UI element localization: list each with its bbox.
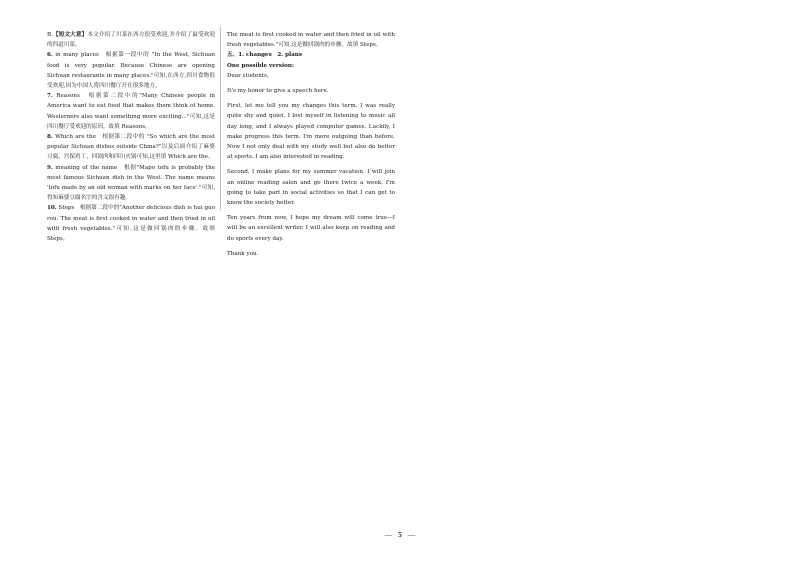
speech-paragraph-3: Second, I make plans for my summer vacation. I will join an online reading salon and go there twice a week. I'm going to take part in social activities so that I can get to know the society better. [227,169,395,207]
answer-item-7 [47,91,215,132]
item-text: Which are the 根据第二段中的 "So which are the most popular Sichuan dishes outside China?"以及后面介绍了麻婆豆腐、宫保鸡丁、回锅肉和四川火锅可知,这里填 Which are the。 [47,134,215,161]
speech-paragraph-2: First, let me tell you my changes this term. I was really quite shy and quiet. I lost myself in listening to music all day long, and I always played computer games. Luckily, I make progress this term. I'm more outgoing than before. Now I not only deal with my study well but also do better at sports. I am also interested in reading. [227,103,395,161]
answer-column-right [227,30,395,259]
item-lead: B. [47,32,53,38]
section-five-answers [227,50,395,60]
item-text: 本文介绍了川菜在西方很受欢迎,并介绍了最受欢迎的四道川菜。 [47,32,215,49]
item-text: Steps 根据第二段中的"Another delicious dish is hui guo rou. The meat is first cooked in water and then fried in oil with fresh vegetables."可知,这是做回锅肉的步骤。故填 Steps。 [47,205,215,243]
item-text: meaning of the name 根据"Mapo tofu is probably the most famous Sichuan dish in the West. The name means 'tofu made by an old woman with marks on her face'."可知,得知麻婆豆腐名字的含义很有趣。 [47,164,215,202]
answer-item-10 [47,203,215,244]
item-number: 9. [47,164,53,171]
page-footer [0,530,800,539]
answer-column-left [47,30,215,244]
item-number: 7. [47,93,53,100]
page-number: 5 [398,530,402,539]
column-divider [220,26,221,210]
footer-dash-left: — [384,530,393,539]
item-number: 6. [47,52,53,59]
speech-paragraph-4: Ten years from now, I hope my dream will come true—I will be an excellent writer. I will also keep on reading and do sports every day. [227,215,395,242]
answer-item-8 [47,132,215,163]
item-text: in many places 根据第一段中的 "In the West, Sichuan food is very popular. Because Chinese are opening Sichuan restaurants in many places."可知,在西方,四川食物很受欢迎,因为中国人将四川餐厅开在很多地方。 [47,52,215,90]
answer-item-9 [47,163,215,204]
item-number: 8. [47,134,53,141]
version-heading [227,61,395,71]
item-number: 10. [47,205,57,212]
version-heading-text: One possible version: [227,62,294,69]
item-number: 【短文大意】 [52,32,88,38]
answer-item-6 [47,50,215,91]
footer-dash-right: — [407,530,416,539]
salutation: Dear students, [227,72,269,79]
answer-item-b [47,30,215,50]
section-five-text: 五、1. changes 2. plans [227,52,303,59]
continuation-text: The meat is first cooked in water and then fried in oil with fresh vegetables."可知,这是做回锅肉的步骤。故填 Steps。 [227,32,395,49]
item-text: Reasons 根据第二段中的"Many Chinese people in America want to eat food that makes them think of home. Westerners also want something more exciting..."可知,这是四川餐厅受欢迎的原因。故填 Reasons。 [47,93,215,130]
speech-closing: Thank you. [227,250,259,257]
speech-paragraph-1: It's my honor to give a speech here. [227,88,329,95]
